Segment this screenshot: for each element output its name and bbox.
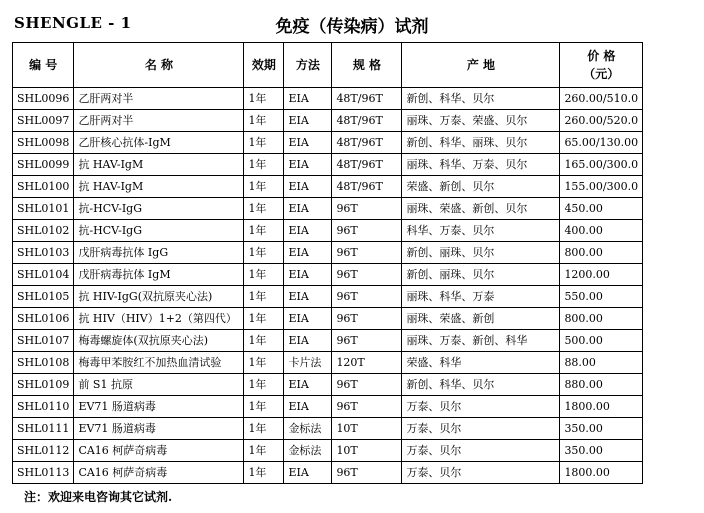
cell-spec: 120T — [332, 352, 402, 374]
cell-validity: 1年 — [244, 330, 284, 352]
cell-origin: 丽珠、荣盛、新创 — [402, 308, 560, 330]
cell-method: EIA — [284, 132, 332, 154]
header-name: 名 称 — [74, 43, 244, 88]
header-origin: 产 地 — [402, 43, 560, 88]
cell-validity: 1年 — [244, 198, 284, 220]
cell-spec: 96T — [332, 286, 402, 308]
table-row — [13, 396, 643, 418]
cell-validity: 1年 — [244, 418, 284, 440]
cell-name: 戊肝病毒抗体 IgG — [74, 242, 244, 264]
cell-validity: 1年 — [244, 110, 284, 132]
cell-price: 1800.00 — [560, 462, 643, 484]
table-row — [13, 176, 643, 198]
table-row — [13, 242, 643, 264]
cell-validity: 1年 — [244, 396, 284, 418]
table-row — [13, 88, 643, 110]
cell-method: EIA — [284, 462, 332, 484]
cell-price: 260.00/510.0 — [560, 88, 643, 110]
table-row — [13, 286, 643, 308]
cell-origin: 新创、科华、贝尔 — [402, 374, 560, 396]
cell-spec: 10T — [332, 440, 402, 462]
cell-name: 梅毒甲苯胺红不加热血清试验 — [74, 352, 244, 374]
cell-price: 88.00 — [560, 352, 643, 374]
cell-method: EIA — [284, 154, 332, 176]
cell-price: 1200.00 — [560, 264, 643, 286]
cell-method: 金标法 — [284, 418, 332, 440]
table-row — [13, 330, 643, 352]
cell-origin: 丽珠、万泰、荣盛、贝尔 — [402, 110, 560, 132]
cell-origin: 科华、万泰、贝尔 — [402, 220, 560, 242]
table-row — [13, 264, 643, 286]
cell-code: SHL0109 — [13, 374, 74, 396]
cell-validity: 1年 — [244, 308, 284, 330]
cell-name: 抗 HAV-IgM — [74, 154, 244, 176]
cell-price: 500.00 — [560, 330, 643, 352]
cell-spec: 96T — [332, 308, 402, 330]
cell-validity: 1年 — [244, 440, 284, 462]
table-body — [13, 88, 643, 484]
cell-code: SHL0096 — [13, 88, 74, 110]
cell-method: EIA — [284, 264, 332, 286]
cell-spec: 96T — [332, 198, 402, 220]
footnote: 注：欢迎来电咨询其它试剂. — [24, 490, 173, 504]
header-price — [560, 43, 643, 88]
price-table — [12, 42, 643, 484]
cell-origin: 新创、科华、贝尔 — [402, 88, 560, 110]
cell-price: 550.00 — [560, 286, 643, 308]
cell-origin: 丽珠、科华、万泰 — [402, 286, 560, 308]
header-validity: 效期 — [244, 43, 284, 88]
cell-spec: 10T — [332, 418, 402, 440]
cell-origin: 新创、科华、丽珠、贝尔 — [402, 132, 560, 154]
cell-code: SHL0105 — [13, 286, 74, 308]
cell-spec: 96T — [332, 462, 402, 484]
header-code: 编 号 — [13, 43, 74, 88]
cell-method: EIA — [284, 242, 332, 264]
cell-name: 抗-HCV-IgG — [74, 220, 244, 242]
table-row — [13, 418, 643, 440]
cell-code: SHL0107 — [13, 330, 74, 352]
cell-method: EIA — [284, 396, 332, 418]
cell-method: EIA — [284, 176, 332, 198]
cell-name: EV71 肠道病毒 — [74, 396, 244, 418]
cell-spec: 96T — [332, 374, 402, 396]
cell-code: SHL0099 — [13, 154, 74, 176]
cell-method: EIA — [284, 110, 332, 132]
cell-origin: 丽珠、万泰、新创、科华 — [402, 330, 560, 352]
cell-origin: 新创、丽珠、贝尔 — [402, 264, 560, 286]
cell-method: EIA — [284, 198, 332, 220]
table-row — [13, 198, 643, 220]
table-row — [13, 440, 643, 462]
cell-validity: 1年 — [244, 264, 284, 286]
table-row — [13, 374, 643, 396]
cell-method: EIA — [284, 286, 332, 308]
table-row — [13, 132, 643, 154]
cell-validity: 1年 — [244, 220, 284, 242]
cell-price: 800.00 — [560, 308, 643, 330]
header-price-unit: （元） — [583, 67, 620, 81]
cell-name: 乙肝两对半 — [74, 88, 244, 110]
cell-code: SHL0097 — [13, 110, 74, 132]
cell-price: 880.00 — [560, 374, 643, 396]
cell-spec: 96T — [332, 330, 402, 352]
header-spec: 规 格 — [332, 43, 402, 88]
cell-spec: 48T/96T — [332, 110, 402, 132]
cell-name: 乙肝核心抗体-IgM — [74, 132, 244, 154]
cell-code: SHL0103 — [13, 242, 74, 264]
cell-method: 金标法 — [284, 440, 332, 462]
cell-price: 65.00/130.00 — [560, 132, 643, 154]
cell-method: EIA — [284, 88, 332, 110]
cell-code: SHL0113 — [13, 462, 74, 484]
cell-method: EIA — [284, 308, 332, 330]
cell-origin: 荣盛、科华 — [402, 352, 560, 374]
cell-spec: 96T — [332, 264, 402, 286]
cell-name: 乙肝两对半 — [74, 110, 244, 132]
cell-origin: 丽珠、荣盛、新创、贝尔 — [402, 198, 560, 220]
cell-price: 350.00 — [560, 440, 643, 462]
cell-origin: 丽珠、科华、万泰、贝尔 — [402, 154, 560, 176]
table-header-row — [13, 43, 643, 88]
cell-code: SHL0100 — [13, 176, 74, 198]
table-row — [13, 308, 643, 330]
cell-spec: 96T — [332, 396, 402, 418]
cell-origin: 荣盛、新创、贝尔 — [402, 176, 560, 198]
cell-validity: 1年 — [244, 88, 284, 110]
header-method: 方法 — [284, 43, 332, 88]
table-row — [13, 220, 643, 242]
cell-name: EV71 肠道病毒 — [74, 418, 244, 440]
table-row — [13, 352, 643, 374]
cell-origin: 新创、丽珠、贝尔 — [402, 242, 560, 264]
cell-spec: 48T/96T — [332, 132, 402, 154]
cell-method: EIA — [284, 220, 332, 242]
cell-name: CA16 柯萨奇病毒 — [74, 462, 244, 484]
cell-code: SHL0108 — [13, 352, 74, 374]
cell-code: SHL0112 — [13, 440, 74, 462]
cell-validity: 1年 — [244, 176, 284, 198]
cell-validity: 1年 — [244, 374, 284, 396]
cell-spec: 96T — [332, 220, 402, 242]
cell-name: 前 S1 抗原 — [74, 374, 244, 396]
cell-origin: 万泰、贝尔 — [402, 462, 560, 484]
cell-name: 抗 HIV（HIV）1+2（第四代） — [74, 308, 244, 330]
cell-spec: 48T/96T — [332, 154, 402, 176]
cell-name: 抗-HCV-IgG — [74, 198, 244, 220]
cell-spec: 96T — [332, 242, 402, 264]
cell-validity: 1年 — [244, 154, 284, 176]
cell-code: SHL0098 — [13, 132, 74, 154]
cell-name: 戊肝病毒抗体 IgM — [74, 264, 244, 286]
cell-price: 800.00 — [560, 242, 643, 264]
cell-method: EIA — [284, 374, 332, 396]
cell-code: SHL0111 — [13, 418, 74, 440]
cell-validity: 1年 — [244, 352, 284, 374]
cell-code: SHL0106 — [13, 308, 74, 330]
cell-validity: 1年 — [244, 132, 284, 154]
cell-price: 450.00 — [560, 198, 643, 220]
cell-validity: 1年 — [244, 286, 284, 308]
header-price-label: 价 格 — [587, 49, 616, 63]
page-title: 免疫（传染病）试剂 — [275, 17, 429, 37]
cell-method: 卡片法 — [284, 352, 332, 374]
document-code: SHENGLE - 1 — [14, 14, 132, 32]
cell-code: SHL0104 — [13, 264, 74, 286]
cell-price: 350.00 — [560, 418, 643, 440]
cell-origin: 万泰、贝尔 — [402, 418, 560, 440]
cell-name: 梅毒螺旋体(双抗原夹心法) — [74, 330, 244, 352]
cell-price: 400.00 — [560, 220, 643, 242]
cell-code: SHL0102 — [13, 220, 74, 242]
cell-price: 165.00/300.0 — [560, 154, 643, 176]
cell-price: 155.00/300.0 — [560, 176, 643, 198]
cell-name: 抗 HIV-IgG(双抗原夹心法) — [74, 286, 244, 308]
table-row — [13, 110, 643, 132]
cell-origin: 万泰、贝尔 — [402, 396, 560, 418]
cell-code: SHL0110 — [13, 396, 74, 418]
table-row — [13, 462, 643, 484]
cell-spec: 48T/96T — [332, 88, 402, 110]
cell-price: 1800.00 — [560, 396, 643, 418]
cell-validity: 1年 — [244, 242, 284, 264]
cell-spec: 48T/96T — [332, 176, 402, 198]
cell-code: SHL0101 — [13, 198, 74, 220]
cell-name: CA16 柯萨奇病毒 — [74, 440, 244, 462]
cell-validity: 1年 — [244, 462, 284, 484]
cell-price: 260.00/520.0 — [560, 110, 643, 132]
cell-name: 抗 HAV-IgM — [74, 176, 244, 198]
cell-method: EIA — [284, 330, 332, 352]
cell-origin: 万泰、贝尔 — [402, 440, 560, 462]
table-row — [13, 154, 643, 176]
